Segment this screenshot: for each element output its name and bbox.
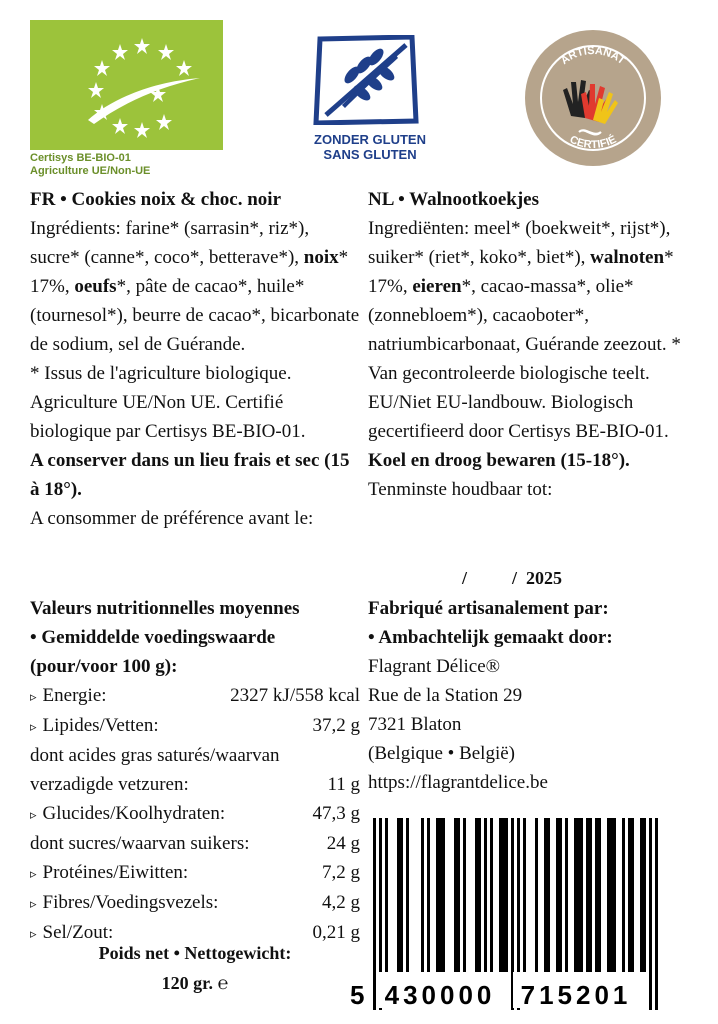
nutrient-label: Sel/Zout: [42, 922, 114, 943]
barcode-bar [559, 818, 562, 972]
net-weight [30, 938, 360, 998]
gluten-free-fr: SANS GLUTEN [323, 147, 417, 162]
fr-ingredients-text: Ingrédients: farine* (sarrasin*, riz*), sucre* (canne*, coco*, betterave*), [30, 218, 310, 268]
triangle-icon: ▹ [30, 689, 37, 704]
nutrient-label: Protéines/Eiwitten: [42, 862, 189, 883]
eu-organic-logo [30, 20, 223, 150]
maker-name: Flagrant Délice® [368, 656, 501, 677]
barcode-bar [622, 818, 625, 972]
barcode-bar [406, 818, 409, 972]
barcode-bar [427, 818, 430, 972]
nutrition-row-carbs [30, 799, 360, 829]
nutrient-value: 47,3 g [312, 803, 360, 824]
barcode-bar [478, 818, 481, 972]
barcode-bar [397, 818, 400, 972]
fr-best-before: A consommer de préférence avant le: [30, 508, 314, 529]
manufacturer-section [368, 594, 708, 797]
barcode-bar [628, 818, 631, 972]
barcode-bar [607, 818, 610, 972]
triangle-icon: ▹ [30, 896, 37, 911]
french-section [30, 185, 360, 533]
nutrient-label: Lipides/Vetten: [42, 715, 159, 736]
agriculture-origin-line: Agriculture UE/Non-UE [30, 165, 151, 177]
barcode-first-digit: 5 [350, 980, 365, 1010]
fr-allergen-eggs: oeufs [74, 276, 117, 297]
nutrition-title-nl: • Gemiddelde voedingswaarde [30, 627, 276, 648]
nutrient-value: 37,2 g [312, 715, 360, 736]
nutrient-label: dont sucres/waarvan suikers: [30, 833, 250, 854]
gluten-free-label [305, 132, 435, 162]
barcode-bar [490, 818, 493, 972]
nutrient-value: 4,2 g [322, 892, 360, 913]
dutch-section [368, 185, 708, 504]
barcode-bar [373, 818, 376, 1010]
barcode-bar [577, 818, 580, 972]
nutrient-label: dont acides gras saturés/waarvan [30, 745, 280, 766]
barcode-bar [400, 818, 403, 972]
nutrition-title-fr: Valeurs nutritionnelles moyennes [30, 598, 300, 619]
fr-ingredients [30, 214, 360, 359]
nl-ingredients-text: *, cacao-massa*, olie* (zonnebloem*), cacaoboter*, natriumbicarbonaat, Guérande zeezout. * Van gecontroleerde biologische teelt. EU/Niet EU-landbouw. Biologisch gecertifieerd door Certisys BE-BIO-01. [368, 276, 681, 442]
nutrition-row-saturated [30, 770, 360, 799]
artisan-top-text: ARTISANAT [558, 44, 628, 68]
barcode-bar [544, 818, 547, 972]
maker-city: 7321 Blaton [368, 714, 462, 735]
barcode-bar [385, 818, 388, 972]
nutrient-value: 7,2 g [322, 862, 360, 883]
certisys-line: Certisys BE-BIO-01 [30, 152, 131, 164]
hands-icon [523, 28, 663, 168]
nutrient-value: 0,21 g [312, 922, 360, 943]
nl-ingredients-text: * 17%, [368, 247, 674, 297]
nutrition-per-100g: (pour/voor 100 g): [30, 656, 178, 677]
barcode-bar [454, 818, 457, 972]
barcode-bar [457, 818, 460, 972]
gluten-free-nl: ZONDER GLUTEN [314, 132, 426, 147]
barcode-bar [574, 818, 577, 972]
best-before-date: / / 2025 [462, 568, 563, 588]
barcode-bar [598, 818, 601, 972]
nutrient-value: 11 g [327, 774, 360, 795]
maker-title-fr: Fabriqué artisanalement par: [368, 598, 609, 619]
barcode-bar [610, 818, 613, 972]
barcode-bars [346, 814, 666, 1014]
nl-best-before: Tenminste houdbaar tot: [368, 479, 553, 500]
triangle-icon: ▹ [30, 926, 37, 941]
fr-ingredients-text: * 17%, [30, 247, 349, 297]
nutrition-table [30, 594, 360, 948]
nl-allergen-nuts: walnoten [590, 247, 665, 268]
nutrition-row-sugars [30, 829, 360, 858]
fr-storage: A conserver dans un lieu frais et sec (15 à 18°). [30, 450, 350, 500]
nutrient-value: 24 g [326, 833, 360, 854]
barcode-bar [421, 818, 424, 972]
barcode-bar [556, 818, 559, 972]
net-weight-value: 120 gr. ℮ [161, 973, 229, 993]
barcode-right-digits: 715201 [520, 980, 632, 1010]
maker-street: Rue de la Station 29 [368, 685, 523, 706]
nutrient-value: 2327 kJ/558 kcal [230, 685, 360, 706]
ean13-barcode [346, 814, 666, 1014]
gluten-free-logo [312, 35, 420, 125]
fr-ingredients-text: *, pâte de cacao*, huile* (tournesol*), beurre de cacao*, bicarbonate de sodium, sel de Guérande. [30, 276, 360, 355]
barcode-bar [643, 818, 646, 972]
fr-organic-note: * Issus de l'agriculture biologique. Agriculture UE/Non UE. Certifié biologique par Certisys BE-BIO-01. [30, 363, 306, 442]
barcode-bar [613, 818, 616, 972]
barcode-bar [580, 818, 583, 972]
barcode-bar [586, 818, 589, 972]
barcode-bar [595, 818, 598, 972]
nl-storage: Koel en droog bewaren (15-18°). [368, 450, 630, 471]
barcode-bar [505, 818, 508, 972]
nutrient-label: Fibres/Voedingsvezels: [42, 892, 219, 913]
nutrition-row-fat [30, 711, 360, 741]
artisan-bottom-text: CERTIFIÉ [567, 133, 619, 152]
maker-title-nl: • Ambachtelijk gemaakt door: [368, 627, 613, 648]
fr-title: FR • Cookies noix & choc. noir [30, 189, 282, 210]
barcode-bar [631, 818, 634, 972]
barcode-bar [439, 818, 442, 972]
barcode-bar [475, 818, 478, 972]
barcode-bar [640, 818, 643, 972]
barcode-bar [535, 818, 538, 972]
barcode-bar [547, 818, 550, 972]
barcode-bar [565, 818, 568, 972]
eu-leaf-icon [30, 20, 223, 150]
barcode-bar [502, 818, 505, 972]
artisanat-certifie-logo [523, 28, 663, 168]
maker-website: https://flagrantdelice.be [368, 772, 548, 793]
barcode-bar [499, 818, 502, 972]
maker-country: (Belgique • België) [368, 743, 515, 764]
barcode-bar [436, 818, 439, 972]
barcode-bar [484, 818, 487, 972]
nutrient-label: Glucides/Koolhydraten: [42, 803, 226, 824]
nl-ingredients-text: Ingrediënten: meel* (boekweit*, rijst*), suiker* (riet*, koko*, biet*), [368, 218, 671, 268]
nl-allergen-eggs: eieren [412, 276, 462, 297]
barcode-bar [442, 818, 445, 972]
nutrient-label: verzadigde vetzuren: [30, 774, 189, 795]
nutrition-row-protein [30, 858, 360, 888]
barcode-bar [649, 818, 652, 1010]
net-weight-label: Poids net • Nettogewicht: [98, 943, 292, 963]
triangle-icon: ▹ [30, 807, 37, 822]
nutrition-row-fibre [30, 888, 360, 918]
nutrition-row-energy [30, 681, 360, 711]
nl-title: NL • Walnootkoekjes [368, 189, 539, 210]
wheat-icon [312, 35, 420, 125]
barcode-left-digits: 430000 [384, 980, 496, 1010]
barcode-bar [463, 818, 466, 972]
barcode-bar [523, 818, 526, 972]
barcode-bar [589, 818, 592, 972]
fr-allergen-nuts: noix [303, 247, 339, 268]
certisys-code [30, 152, 150, 178]
triangle-icon: ▹ [30, 719, 37, 734]
nl-ingredients [368, 214, 708, 446]
nutrient-label: Energie: [42, 685, 107, 706]
barcode-bar [655, 818, 658, 1010]
triangle-icon: ▹ [30, 866, 37, 881]
